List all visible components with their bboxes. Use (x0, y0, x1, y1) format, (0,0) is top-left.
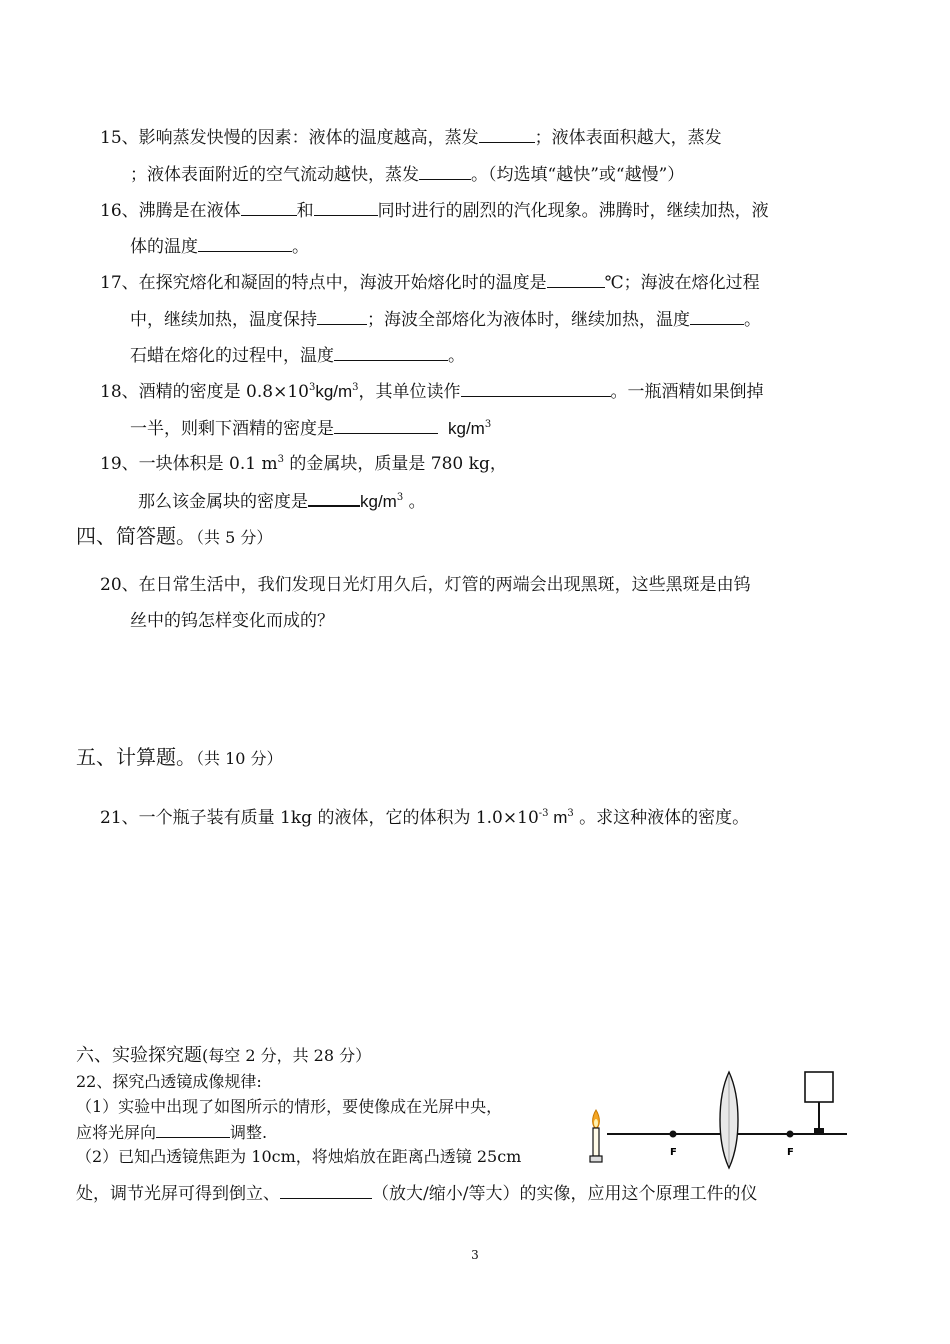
q18-text-a: 18、酒精的密度是 0.8×10 (100, 382, 309, 402)
q22-blank-1[interactable] (156, 1121, 230, 1138)
q19-line-1 (100, 453, 507, 475)
q21-unit-exponent: 3 (567, 808, 574, 819)
section-5-heading (76, 744, 283, 772)
q18-blank-1[interactable] (461, 380, 611, 397)
convex-lens-icon (720, 1072, 738, 1168)
q17-text-b: ℃；海波在熔化过程 (604, 273, 760, 293)
q16-text-a: 16、沸腾是在液体 (100, 201, 241, 221)
q21-text-a: 21、一个瓶子装有质量 1kg 的液体，它的体积为 1.0×10 (100, 808, 539, 828)
q15-text-a: 15、影响蒸发快慢的因素：液体的温度越高，蒸发 (100, 128, 479, 148)
focal-label-left: F (670, 1147, 677, 1158)
q17-blank-4[interactable] (334, 344, 448, 361)
section-4-heading (76, 523, 272, 551)
q22-text-d: 处，调节光屏可得到倒立、 (76, 1184, 280, 1204)
q15-blank-3[interactable] (419, 163, 471, 180)
q16-blank-1[interactable] (241, 199, 297, 216)
q17-blank-2[interactable] (317, 308, 367, 325)
q19-text-c: 那么该金属块的密度是 (138, 492, 308, 512)
q15-text-d: 。（均选填“越快”或“越慢”） (471, 165, 685, 185)
q16-text-c: 同时进行的剧烈的汽化现象。沸腾时，继续加热，液 (377, 201, 769, 221)
q22-part1-line1: （1）实验中出现了如图所示的情形，要使像成在光屏中央， (76, 1097, 503, 1116)
q18-text-c: 。一瓶酒精如果倒掉 (610, 382, 764, 402)
section-6-heading (76, 1043, 371, 1069)
q22-text-b: 应将光屏向 (76, 1123, 157, 1142)
q22-blank-2[interactable] (280, 1182, 372, 1199)
candle-icon (590, 1110, 602, 1162)
q20-line-1: 20、在日常生活中，我们发现日光灯用久后，灯管的两端会出现黑斑，这些黑斑是由钨 (100, 575, 751, 595)
q17-text-f: 石蜡在熔化的过程中，温度 (130, 346, 334, 366)
q22-text-c: 调整. (230, 1123, 268, 1142)
section-5-note: （共 10 分） (196, 749, 283, 768)
q17-blank-3[interactable] (690, 308, 744, 325)
q19-blank-1[interactable] (308, 489, 360, 507)
q19-exponent: 3 (277, 454, 284, 465)
q18-blank-2[interactable] (334, 417, 438, 434)
q19-text-a: 19、一块体积是 0.1 m (100, 454, 278, 474)
q17-line-3 (130, 344, 465, 367)
q15-line-1 (100, 126, 722, 149)
q18-text-d: 一半，则剩下酒精的密度是 (130, 419, 334, 439)
q21-line (100, 807, 749, 829)
q17-line-2 (130, 308, 761, 331)
q18-unit-2: kg/m (448, 419, 485, 438)
page-number: 3 (471, 1248, 479, 1262)
section-4-title: 四、简答题。 (76, 524, 196, 548)
q15-text-b: ；液体表面积越大，蒸发 (534, 128, 722, 148)
q16-text-e: 。 (292, 237, 309, 257)
q16-blank-2[interactable] (314, 199, 378, 216)
q22-text-e: （放大/缩小/等大）的实像，应用这个原理工件的仪 (372, 1184, 758, 1204)
q17-text-g: 。 (448, 346, 465, 366)
q18-line-2 (130, 417, 491, 440)
q18-text-b: ，其单位读作 (358, 382, 461, 402)
q18-line-1 (100, 380, 764, 403)
q21-unit: m (548, 808, 568, 827)
q15-text-c: ；液体表面附近的空气流动越快，蒸发 (130, 165, 419, 185)
q18-unit-exponent: 3 (352, 382, 359, 393)
section-6-note: (每空 2 分，共 28 分） (202, 1046, 372, 1065)
light-screen-icon (805, 1072, 833, 1134)
q22-part2-line1: （2）已知凸透镜焦距为 10cm，将烛焰放在距离凸透镜 25cm (76, 1147, 522, 1166)
q22-part1-line2 (76, 1121, 267, 1144)
q16-line-1 (100, 199, 769, 222)
q15-blank-1[interactable] (479, 126, 535, 143)
q17-text-c: 中，继续加热，温度保持 (130, 310, 317, 330)
q20-line-2: 丝中的钨怎样变化而成的？ (130, 611, 334, 631)
focal-point-left (670, 1131, 677, 1159)
section-6-title: 六、实验探究题 (76, 1045, 202, 1066)
q16-text-d: 体的温度 (130, 237, 198, 257)
q22-title: 22、探究凸透镜成像规律: (76, 1072, 262, 1091)
q17-text-a: 17、在探究熔化和凝固的特点中，海波开始熔化时的温度是 (100, 273, 547, 293)
lens-experiment-figure (585, 1068, 850, 1174)
q17-text-d: ；海波全部熔化为液体时，继续加热，温度 (367, 310, 690, 330)
q22-part2-line2 (76, 1182, 757, 1205)
q19-unit: kg/m (360, 492, 397, 511)
q21-exponent: -3 (538, 808, 549, 819)
focal-label-right: F (787, 1147, 794, 1158)
q18-exponent: 3 (308, 382, 316, 393)
q19-line-2 (138, 489, 426, 513)
focal-point-right (787, 1131, 794, 1159)
section-4-note: （共 5 分） (196, 528, 273, 547)
q21-text-b: 。求这种液体的密度。 (573, 808, 750, 828)
q19-text-b: 的金属块，质量是 780 kg， (283, 454, 507, 474)
q18-unit-2-exponent: 3 (484, 419, 492, 430)
q18-unit: kg/m (315, 382, 353, 401)
q16-line-2 (130, 235, 309, 258)
q15-line-2 (130, 163, 684, 186)
q17-text-e: 。 (744, 310, 761, 330)
q17-line-1 (100, 271, 760, 294)
q16-text-b: 和 (296, 201, 314, 221)
q19-text-d: 。 (403, 492, 426, 512)
section-5-title: 五、计算题。 (76, 745, 196, 769)
q16-blank-3[interactable] (198, 235, 292, 252)
q19-unit-exponent: 3 (396, 492, 404, 503)
q17-blank-1[interactable] (547, 271, 605, 288)
